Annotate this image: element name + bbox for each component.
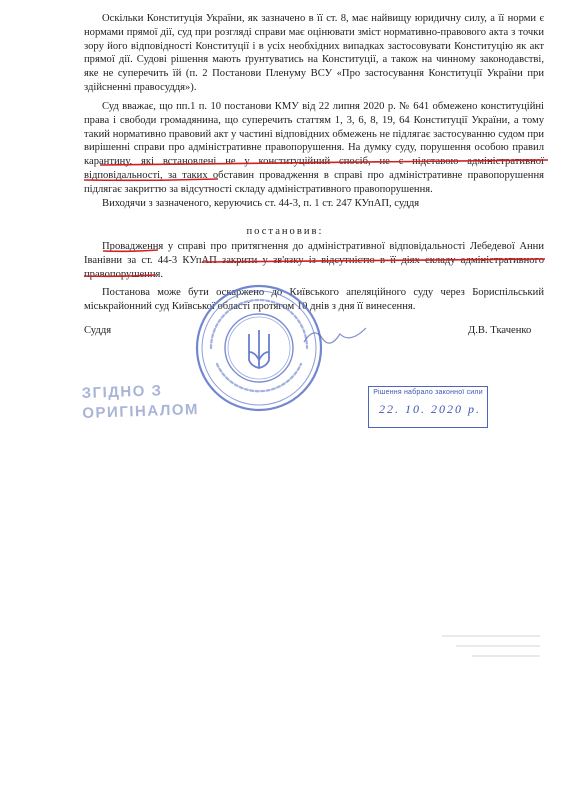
paragraph-court-opinion: Суд вважає, що пп.1 п. 10 постанови КМУ від 22 липня 2020 р. № 641 обмежено конституційні права і свободи громадянина, що суперечить статтям 1, 3, 6, 8, 19, 64 Конституції України, а тому такий нормативно правовий акт у частині відповідних обмежень не підлягає застосуванню судом при вирішенні справи про адміністративне правопорушення. На думку суду, порушення особою правил карантину, які встановлені не у конституційний спосіб, не є підставою адміністративної відповідальності, за таких обставин провадження в справі про адміністративне правопорушення підлягає закриттю за відсутності складу адміністративного правопорушення. bbox=[84, 101, 544, 195]
paragraph-constitution: Оскільки Конституція України, як зазначено в її ст. 8, має найвищу юридичну силу, а її норми є нормами прямої дії, суд при розгляді справи має оцінювати зміст нормативно-правового акта з точки зору його відповідності Конституції і в усіх необхідних випадках застосовувати Конституцію як акт прямої дії. Судові рішення мають ґрунтуватись на Конституції, а також на чинному законодавстві, яке не суперечить їй (п. 2 Постанови Пленуму ВСУ «Про застосування Конституції України при здійсненні правосуддя»). bbox=[84, 13, 544, 93]
judge-label: Суддя bbox=[84, 325, 112, 336]
decision-heading: постановив: bbox=[246, 226, 324, 237]
judge-name: Д.В. Ткаченко bbox=[468, 325, 532, 336]
paragraph-grounds: Виходячи з зазначеного, керуючись ст. 44-3, п. 1 ст. 247 КУпАП, суддя bbox=[102, 198, 420, 209]
paragraph-appeal: Постанова може бути оскаржено до Київського апеляційного суду через Бориспільський міськрайонний суд Київської області протягом 10 днів з дня її винесення. bbox=[84, 287, 544, 312]
legal-force-stamp bbox=[368, 386, 488, 428]
paragraph-decision: Провадження у справі про притягнення до адміністративної відповідальності Лебедевої Анни Іванівни за ст. 44-3 КУпАП закрити у зв'язку із відсутністю в її діях складу адміністративного правопорушення. bbox=[84, 241, 544, 280]
copy-certified-stamp bbox=[81, 380, 199, 424]
legal-force-stamp-header: Рішення набрало законної сили bbox=[373, 389, 483, 396]
bleed-through-marks bbox=[422, 630, 542, 674]
copy-stamp-line-1: ЗГІДНО З bbox=[81, 382, 163, 403]
handwritten-signature bbox=[300, 322, 370, 352]
copy-stamp-line-2: ОРИГІНАЛОМ bbox=[82, 400, 200, 423]
legal-force-stamp-date: 22. 10. 2020 р. bbox=[379, 402, 481, 416]
